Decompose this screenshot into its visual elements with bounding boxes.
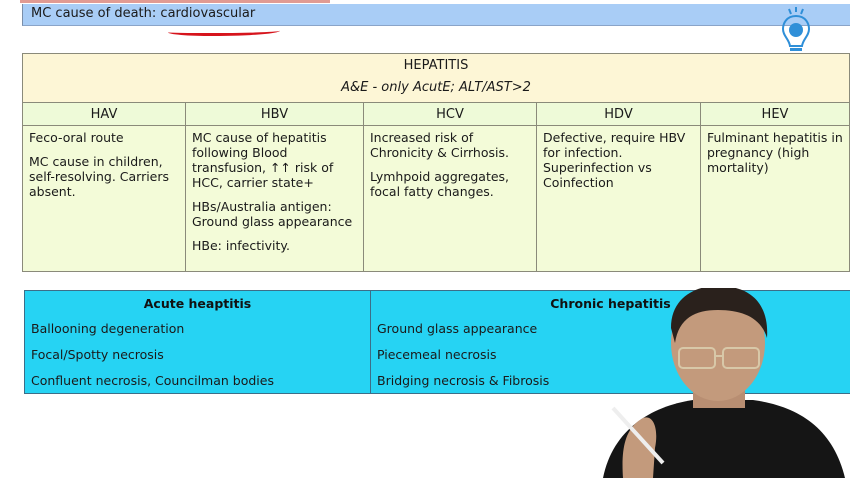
cause-of-death-banner (22, 4, 850, 26)
hev-line-1: Fulminant hepatitis in pregnancy (high mortality) (707, 130, 843, 175)
cell-hcv (364, 126, 537, 272)
hcv-line-1: Increased risk of Chronicity & Cirrhosis. (370, 130, 509, 160)
hepatitis-title-cell (23, 54, 850, 103)
hepatitis-table (22, 53, 850, 272)
acute-item: Focal/Spotty necrosis (25, 341, 371, 367)
col-header-hev: HEV (701, 103, 850, 126)
acute-item: Confluent necrosis, Councilman bodies (25, 367, 371, 394)
hav-line-2: MC cause in children, self-resolving. Carriers absent. (29, 154, 170, 199)
acute-item: Ballooning degeneration (25, 315, 371, 341)
table-subtitle: A&E - only AcutE; ALT/AST>2 (341, 80, 531, 95)
banner-text (31, 6, 255, 21)
hav-line-1: Feco-oral route (29, 130, 124, 145)
chronic-header: Chronic hepatitis (371, 291, 850, 316)
col-header-hdv: HDV (537, 103, 701, 126)
hbv-line-2: HBs/Australia antigen: Ground glass appearance (192, 199, 353, 229)
hdv-line-1: Defective, require HBV for infection. Superinfection vs Coinfection (543, 130, 686, 190)
table-title: HEPATITIS (403, 58, 469, 73)
chronic-item: Piecemeal necrosis (371, 341, 850, 367)
col-header-hcv: HCV (364, 103, 537, 126)
acute-header: Acute heaptitis (25, 291, 371, 316)
annotation-underline (168, 27, 280, 36)
cell-hev (701, 126, 850, 272)
hcv-line-2: Lymhpoid aggregates, focal fatty changes. (370, 169, 510, 199)
cell-hbv (186, 126, 364, 272)
col-header-hav: HAV (23, 103, 186, 126)
banner-emphasis: cardiovascular (160, 6, 256, 21)
presenter-figure (583, 288, 850, 478)
hbv-line-3: HBe: infectivity. (192, 238, 290, 253)
chronic-item: Ground glass appearance (371, 315, 850, 341)
cell-hdv (537, 126, 701, 272)
col-header-hbv: HBV (186, 103, 364, 126)
banner-label: MC cause of death: (31, 6, 161, 21)
hbv-line-1: MC cause of hepatitis following Blood transfusion, ↑↑ risk of HCC, carrier state+ (192, 130, 334, 190)
chronic-item: Bridging necrosis & Fibrosis (371, 367, 850, 394)
cell-hav (23, 126, 186, 272)
presenter-video-overlay (583, 288, 850, 478)
top-red-line (20, 0, 330, 3)
